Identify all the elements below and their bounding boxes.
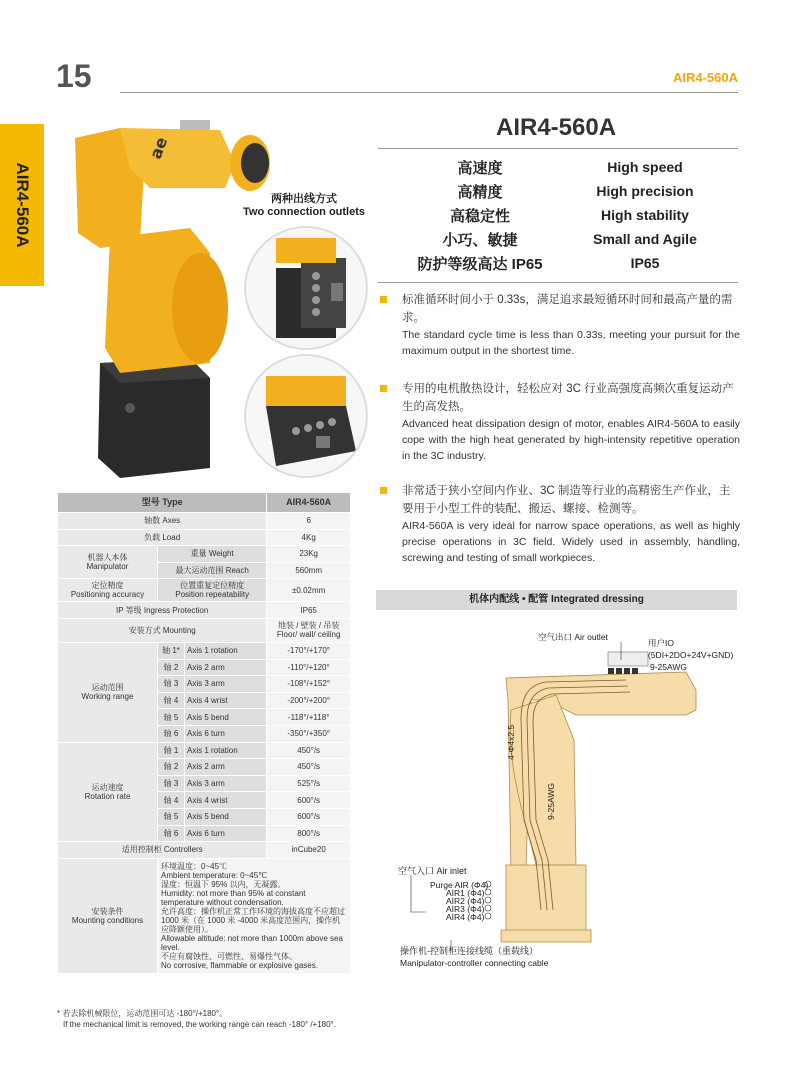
axis-value: 450°/s xyxy=(267,742,351,759)
table-header-row xyxy=(58,493,351,513)
feature-item xyxy=(400,227,730,251)
bullet-en: Advanced heat dissipation design of motor, enables AIR4-560A to easily cope with the high heat generated by high-intensity repetitive operation in the 3C industry. xyxy=(402,418,740,462)
svg-text:ae: ae xyxy=(145,134,172,162)
condition-line: 湿度：恒温下 95% 以内，无凝露。 xyxy=(161,879,286,889)
working-range-label-zh: 运动范围 xyxy=(91,683,124,693)
axis-value: -118°/+118° xyxy=(267,709,351,726)
feature-en: High stability xyxy=(601,207,689,223)
port-label: AIR4 (Φ4) xyxy=(446,912,485,922)
table-row xyxy=(58,742,351,759)
feature-en: High precision xyxy=(596,183,694,199)
feature-list xyxy=(400,155,730,275)
axis-label: 轴 3 xyxy=(158,775,185,792)
axis-label: 轴 4 xyxy=(158,692,185,709)
spec-table xyxy=(57,492,351,974)
condition-line: No corrosive, flammable or explosive gases. xyxy=(161,960,318,970)
feature-zh: 高速度 xyxy=(457,159,503,177)
table-row xyxy=(58,842,351,859)
feature-en: High speed xyxy=(607,159,683,175)
positioning-label-en: Positioning accuracy xyxy=(70,590,145,600)
manipulator-label-en: Manipulator xyxy=(86,562,129,572)
user-io-detail: (5DI+2DO+24V+GND) xyxy=(648,650,734,660)
rotation-rate-label-en: Rotation rate xyxy=(84,791,131,801)
axis-value: -350°/+350° xyxy=(267,725,351,742)
feature-item xyxy=(400,179,730,203)
dressing-diagram xyxy=(396,620,746,970)
table-row xyxy=(58,546,351,563)
weight-label: 重量 Weight xyxy=(158,546,267,563)
load-value: 4Kg xyxy=(267,529,351,546)
axis-label: 轴 6 xyxy=(158,725,185,742)
axis-name: Axis 2 arm xyxy=(185,659,267,676)
title-divider xyxy=(378,148,738,149)
bullet-zh: 非常适于狭小空间内作业、3C 制造等行业的高精密生产作业，主要用于小型工件的装配、搬运、螺接、检测等。 xyxy=(402,485,731,515)
page-number: 15 xyxy=(56,58,92,94)
bullet-zh: 标准循环时间小于 0.33s，满足追求最短循环时间和最高产量的需求。 xyxy=(402,294,733,324)
footnote-en: If the mechanical limit is removed, the working range can reach -180° /+180°. xyxy=(63,1020,336,1029)
positioning-label-zh: 定位精度 xyxy=(91,581,124,591)
mounting-value-en: Floor/ wall/ ceiling xyxy=(276,630,341,640)
feature-zh: 防护等级高达 IP65 xyxy=(417,255,543,273)
axis-name: Axis 5 bend xyxy=(185,709,267,726)
manipulator-label-zh: 机器人本体 xyxy=(87,553,128,563)
axis-label: 轴 6 xyxy=(158,825,185,842)
rotation-rate-label-zh: 运动速度 xyxy=(91,782,124,792)
working-range-label xyxy=(58,642,158,742)
axis-label: 轴 1* xyxy=(158,642,185,659)
condition-line: 环境温度：0~45℃ xyxy=(161,861,228,871)
dressing-header: 机体内配线 • 配管 Integrated dressing xyxy=(376,590,737,610)
working-range-label-en: Working range xyxy=(81,692,134,702)
bullet-item xyxy=(380,482,740,566)
axis-value: -170°/+170° xyxy=(267,642,351,659)
bullet-item xyxy=(380,291,740,359)
axis-label: 轴 4 xyxy=(158,792,185,809)
feature-item xyxy=(400,251,730,275)
side-tab-label: AIR4-560A xyxy=(13,162,32,248)
header-type-label: 型号 Type xyxy=(58,493,267,513)
port-label: AIR3 (Φ4) xyxy=(446,904,485,914)
axis-label: 轴 2 xyxy=(158,659,185,676)
repeatability-label-zh: 位置重复定位精度 xyxy=(180,581,245,591)
ip-label: IP 等级 Ingress Protection xyxy=(58,602,267,619)
conditions-label-en: Mounting conditions xyxy=(71,915,144,925)
weight-value: 23Kg xyxy=(267,546,351,563)
axes-label: 轴数 Axes xyxy=(58,513,267,530)
port-label: Purge AIR (Φ4) xyxy=(430,880,489,890)
condition-line: Ambient temperature: 0~45℃ xyxy=(161,870,268,880)
table-row xyxy=(58,529,351,546)
conditions-label xyxy=(58,858,158,973)
axis-name: Axis 6 turn xyxy=(185,825,267,842)
axis-name: Axis 1 rotation xyxy=(185,742,267,759)
axis-value: 450°/s xyxy=(267,759,351,776)
manipulator-label xyxy=(58,546,158,579)
conditions-text xyxy=(158,858,351,973)
cable-label-en: Manipulator-controller connecting cable xyxy=(400,958,549,968)
table-row xyxy=(58,618,351,642)
load-label: 负载 Load xyxy=(58,529,267,546)
axis-label: 轴 3 xyxy=(158,676,185,693)
conditions-label-zh: 安装条件 xyxy=(91,906,124,916)
outlet-detail-top xyxy=(244,226,368,350)
port-label: AIR1 (Φ4) xyxy=(446,888,485,898)
feature-item xyxy=(400,155,730,179)
table-row xyxy=(58,858,351,973)
awg-mid-label: 9-25AWG xyxy=(546,782,556,820)
axis-value: 800°/s xyxy=(267,825,351,842)
outlet-detail-bottom xyxy=(244,354,368,478)
condition-line: Humidity: not more than 95% at constant temperature without condensation. xyxy=(161,888,306,907)
feature-zh: 高精度 xyxy=(457,183,503,201)
axis-value: -200°/+200° xyxy=(267,692,351,709)
condition-line: Allowable altitude: not more than 1000m above sea level. xyxy=(161,933,343,952)
user-io-label: 用户IO xyxy=(648,638,674,648)
table-row xyxy=(58,513,351,530)
condition-line: 不应有腐蚀性、可燃性、易爆性气体。 xyxy=(161,951,297,961)
axis-value: -110°/+120° xyxy=(267,659,351,676)
repeatability-label xyxy=(158,579,267,602)
outlet-bottom-illustration xyxy=(246,356,366,476)
axis-value: 525°/s xyxy=(267,775,351,792)
controllers-label: 适用控制柜 Controllers xyxy=(58,842,267,859)
repeatability-label-en: Position repeatability xyxy=(175,590,250,600)
air-inlet-label: 空气入口 Air inlet xyxy=(398,866,467,876)
side-tab xyxy=(0,124,44,286)
awg-top-label: 9-25AWG xyxy=(650,662,688,672)
bullet-square-icon xyxy=(380,385,387,392)
outlet-top-illustration xyxy=(246,228,366,348)
features-divider xyxy=(378,282,738,283)
mounting-label: 安装方式 Mounting xyxy=(58,618,267,642)
port-label: AIR2 (Φ4) xyxy=(446,896,485,906)
axis-name: Axis 1 rotation xyxy=(185,642,267,659)
cable-label-zh: 操作机-控制柜连接线缆（重载线） xyxy=(400,946,538,956)
bullet-en: AIR4-560A is very ideal for narrow space operations, as well as highly precise operations in 3C field. Widely used in assembly, handling, screwing and testing of small workpieces. xyxy=(402,520,740,564)
axis-name: Axis 4 wrist xyxy=(185,792,267,809)
rotation-rate-label xyxy=(58,742,158,842)
feature-en: Small and Agile xyxy=(593,231,697,247)
axis-label: 轴 1 xyxy=(158,742,185,759)
feature-zh: 高稳定性 xyxy=(449,207,510,225)
axes-value: 6 xyxy=(267,513,351,530)
axis-name: Axis 3 arm xyxy=(185,775,267,792)
mounting-value-zh: 地装 / 壁装 / 吊装 xyxy=(277,621,340,631)
axis-name: Axis 5 bend xyxy=(185,808,267,825)
outlets-label-en: Two connection outlets xyxy=(242,206,365,218)
axis-name: Axis 2 arm xyxy=(185,759,267,776)
positioning-label xyxy=(58,579,158,602)
axis-label: 轴 5 xyxy=(158,709,185,726)
mounting-value xyxy=(267,618,351,642)
axis-value: 600°/s xyxy=(267,808,351,825)
outlets-label xyxy=(240,193,368,219)
outlets-label-zh: 两种出线方式 xyxy=(271,193,337,205)
axis-name: Axis 6 turn xyxy=(185,725,267,742)
axis-name: Axis 3 arm xyxy=(185,676,267,693)
bullet-en: The standard cycle time is less than 0.33s, meeting your pursuit for the maximum output in the shortest time. xyxy=(402,329,740,357)
header-divider xyxy=(120,92,738,93)
page-title: AIR4-560A xyxy=(496,114,617,141)
axis-value: 600°/s xyxy=(267,792,351,809)
header-model-name: AIR4-560A xyxy=(672,70,738,85)
ip-value: IP65 xyxy=(267,602,351,619)
axis-value: -108°/+152° xyxy=(267,676,351,693)
bullet-square-icon xyxy=(380,487,387,494)
feature-item xyxy=(400,203,730,227)
footnote-zh: * 若去除机械限位，运动范围可达 -180°/+180°。 xyxy=(57,1009,228,1018)
bullet-item xyxy=(380,380,740,464)
footnote xyxy=(57,1008,336,1030)
bullet-square-icon xyxy=(380,296,387,303)
axis-name: Axis 4 wrist xyxy=(185,692,267,709)
reach-label: 最大运动范围 Reach xyxy=(158,562,267,579)
feature-zh: 小巧、敏捷 xyxy=(442,231,518,249)
repeatability-value: ±0.02mm xyxy=(267,579,351,602)
axis-label: 轴 2 xyxy=(158,759,185,776)
air-outlet-label: 空气出口 Air outlet xyxy=(538,632,608,642)
controllers-value: inCube20 xyxy=(267,842,351,859)
condition-line: 允许高度：操作机正常工作环境的海拔高度不应超过 1000 米（在 1000 米 -4000 米高度范围内，操作机应降额使用）。 xyxy=(161,906,345,934)
header-type-value: AIR4-560A xyxy=(267,493,351,513)
table-row xyxy=(58,602,351,619)
bullet-zh: 专用的电机散热设计，轻松应对 3C 行业高强度高频次重复运动产生的高发热。 xyxy=(402,383,734,413)
feature-en: IP65 xyxy=(630,255,660,271)
table-row xyxy=(58,642,351,659)
tube-label: 4-Φ4x2.5 xyxy=(506,724,516,760)
axis-label: 轴 5 xyxy=(158,808,185,825)
reach-value: 560mm xyxy=(267,562,351,579)
table-row xyxy=(58,579,351,602)
